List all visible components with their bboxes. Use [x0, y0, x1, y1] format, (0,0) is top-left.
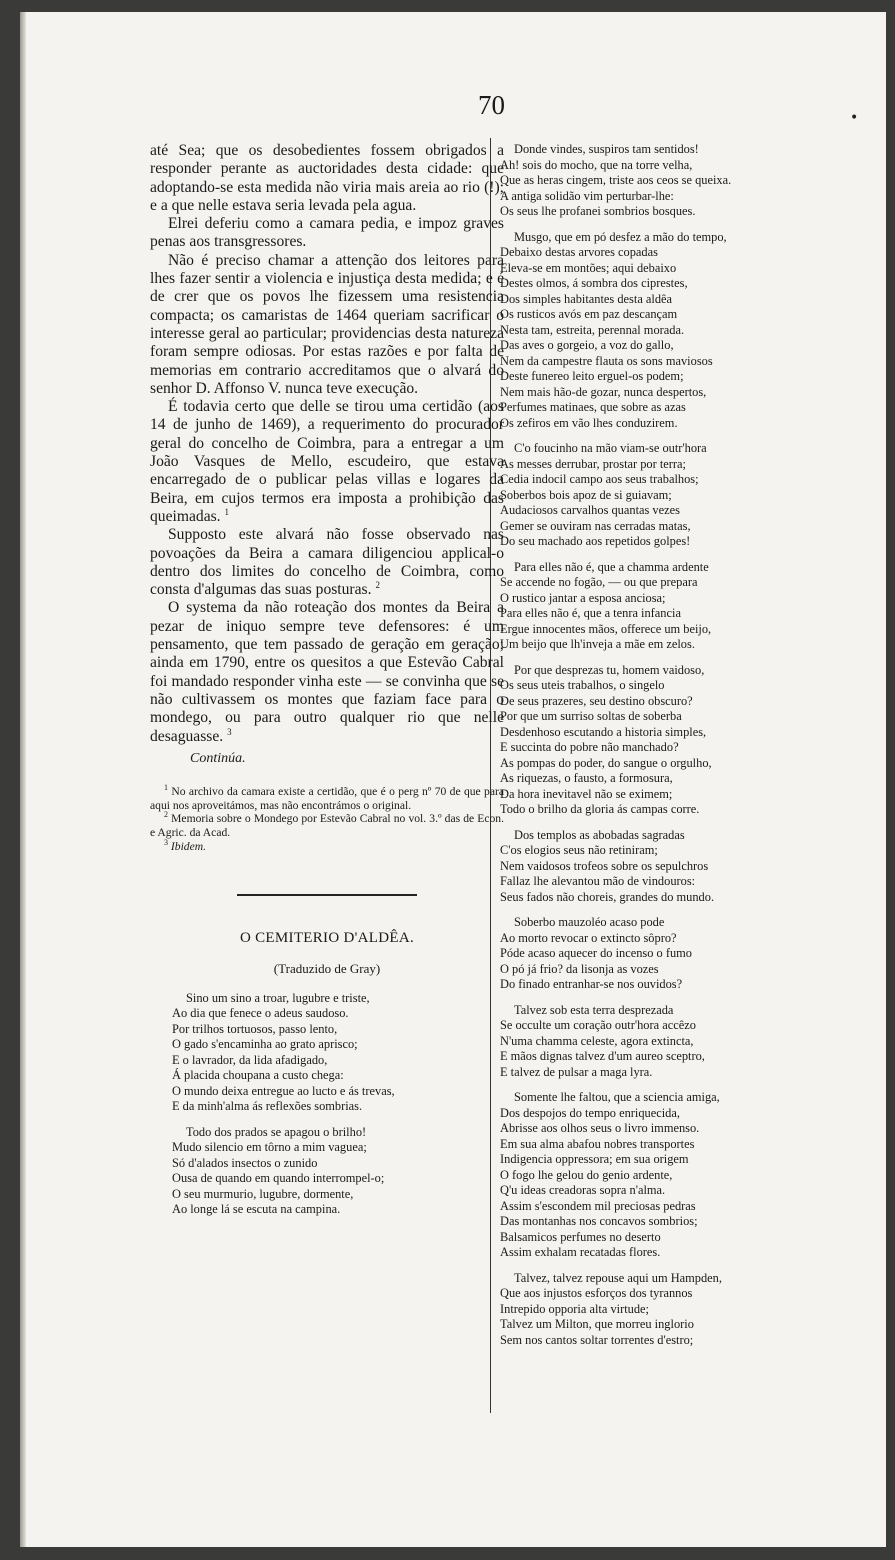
verse-line: Fallaz lhe alevantou mão de vindouros: — [500, 874, 696, 888]
stanza — [500, 560, 790, 653]
verse-line: Seus fados não choreis, grandes do mundo. — [500, 889, 715, 904]
verse-line: Nem mais hão-de gozar, nunca despertos, — [500, 384, 707, 399]
verse-line: Ao morto revocar o extincto sôpro? — [500, 930, 677, 945]
verse-line: Do finado entranhar-se nos ouvidos? — [500, 977, 683, 991]
verse-line: Por que um surriso soltas de soberba — [500, 709, 682, 723]
verse-line: Ergue innocentes mãos, offerece um beijo, — [500, 621, 712, 636]
verse-line: Á placida choupana a custo chega: — [172, 1068, 344, 1083]
verse-line: Sino um sino a troar, lugubre e triste, — [186, 990, 370, 1005]
verse-line: Destes olmos, á sombra dos ciprestes, — [500, 276, 688, 290]
verse-line: Dos simples habitantes desta aldêa — [500, 291, 673, 306]
verse-line: O fogo lhe gelou do genio ardente, — [500, 1167, 673, 1182]
stanza — [500, 1003, 790, 1081]
verse-line: Nesta tam, estreita, perennal morada. — [500, 322, 685, 337]
verse-line: Para elles não é, que a chamma ardente — [514, 559, 709, 574]
verse-line: Musgo, que em pó desfez a mão do tempo, — [514, 229, 727, 244]
verse-line: As messes derrubar, prostar por terra; — [500, 456, 686, 471]
stanza — [500, 441, 790, 550]
footnote: $^3$ Ibidem. — [164, 838, 206, 853]
verse-line: Dos templos as abobadas sagradas — [514, 827, 685, 842]
verse-line: Talvez um Milton, que morreu inglorio — [500, 1317, 694, 1331]
verse-line: Somente lhe faltou, que a sciencia amiga, — [514, 1090, 720, 1104]
verse-line: Nem vaidosos trofeos sobre os sepulchros — [500, 858, 709, 873]
footnote-ref: 1 — [224, 506, 229, 517]
verse-line: Balsamicos perfumes no deserto — [500, 1229, 661, 1244]
verse-line: Póde acaso aquecer do incenso o fumo — [500, 946, 692, 960]
verse-line: Das montanhas nos concavos sombrios; — [500, 1214, 698, 1228]
stanza — [500, 663, 790, 818]
margin-speck: • — [850, 110, 859, 126]
verse-line: E o lavrador, da lida afadigado, — [172, 1052, 328, 1067]
verse-line: Assim s'escondem mil preciosas pedras — [500, 1198, 696, 1213]
paragraph: Elrei deferiu como a camara pedia, e impoz graves penas aos transgressores. — [150, 215, 504, 251]
verse-line: O seu murmurio, lugubre, dormente, — [172, 1186, 354, 1201]
verse-line: Os seus lhe profanei sombrios bosques. — [500, 204, 696, 218]
verse-line: Da hora inevitavel não se eximem; — [500, 786, 673, 801]
verse-line: Que aos injustos esforços dos tyrannos — [500, 1286, 693, 1300]
verse-line: Intrepido opporia alta virtude; — [500, 1301, 649, 1316]
book-page — [20, 12, 886, 1547]
verse-line: Assim exhalam recatadas flores. — [500, 1245, 661, 1259]
verse-line: Todo o brilho da gloria ás campas corre. — [500, 802, 700, 816]
verse-line: As riquezas, o fausto, a formosura, — [500, 771, 673, 785]
verse-line: E succinta do pobre não manchado? — [500, 740, 679, 754]
verse-line: Só d'alados insectos o zunido — [172, 1155, 318, 1170]
paragraph: O systema da não roteação dos montes da Beira a pezar de iniquo sempre teve defensores: é um pensamento, que tem passado de geração em geração; ainda em 1790, entre os quesitos a que Estevão Cabral foi mandado responder vinha este — se convinha que se não cultivassem os montes que faziam face para o mondego, ou para outro qualquer rio que nelle desaguasse. $^3$ — [150, 599, 504, 745]
verse-line: Mudo silencio em tôrno a mim vaguea; — [172, 1140, 367, 1155]
paragraph: Não é preciso chamar a attenção dos leitores para lhes fazer sentir a violencia e injustiça desta medida; e é de crer que os povos lhe fizessem uma resistencia compacta; os camaristas de 1464 queriam sacrificar o interesse geral ao particular; providencias desta natureza foram sempre odiosas. Por estas razões e por falta de memorias em contrario accreditamos que o alvará do senhor D. Affonso V. nunca teve execução. — [150, 251, 504, 397]
verse-line: Ah! sois do mocho, que na torre velha, — [500, 157, 693, 172]
verse-line: C'os elogios seus não retiniram; — [500, 843, 658, 857]
left-column — [150, 142, 504, 1228]
verse-line: Dos despojos do tempo enriquecida, — [500, 1105, 680, 1120]
verse-line: C'o foucinho na mão viam-se outr'hora — [514, 441, 707, 455]
stanza — [500, 828, 790, 906]
poem-verses-right — [500, 142, 790, 1348]
paragraph: até Sea; que os desobedientes fossem obrigados a responder perante as auctoridades desta cidade: que adoptando-se esta medida não viria mais areia ao rio (!); e a que nelle estava seria levada pela agua. — [150, 142, 504, 214]
verse-line: E mãos dignas talvez d'um aureo sceptro, — [500, 1049, 705, 1063]
verse-line: Um beijo que lh'inveja a mãe em zelos. — [500, 637, 695, 651]
verse-line: Desdenhoso escutando a historia simples, — [500, 724, 707, 739]
verse-line: Do seu machado aos repetidos golpes! — [500, 534, 691, 548]
verse-line: Abrisse aos olhos seus o livro immenso. — [500, 1121, 700, 1135]
verse-line: Soberbo mauzoléo acaso pode — [514, 915, 665, 929]
verse-line: N'uma chamma celeste, agora extincta, — [500, 1033, 694, 1048]
verse-line: Em sua alma abafou nobres transportes — [500, 1136, 695, 1151]
verse-line: Por trilhos tortuosos, passo lento, — [172, 1021, 338, 1036]
footnote-ref: 2 — [375, 579, 380, 590]
footnote-ref: 3 — [227, 726, 232, 737]
footnote: $^2$ Memoria sobre o Mondego por Estevão Cabral no vol. 3.º das de Econ. e Agric. da Acad. — [150, 810, 504, 840]
verse-line: As pompas do poder, do sangue o orgulho, — [500, 755, 712, 770]
verse-line: Deste funereo leito erguel-os podem; — [500, 369, 684, 383]
verse-line: De seus prazeres, seu destino obscuro? — [500, 693, 693, 708]
verse-line: Nem da campestre flauta os sons maviosos — [500, 353, 713, 368]
section-rule — [237, 894, 417, 896]
stanza — [500, 142, 790, 220]
poem-title: O CEMITERIO D'ALDÊA. — [239, 929, 415, 946]
verse-line: Debaixo destas arvores copadas — [500, 245, 658, 259]
poem-subtitle: (Traduzido de Gray) — [273, 960, 381, 976]
verse-line: Donde vindes, suspiros tam sentidos! — [514, 142, 699, 156]
article-text — [150, 142, 504, 746]
verse-line: Indigencia oppressora; em sua origem — [500, 1152, 689, 1166]
paragraph: É todavia certo que delle se tirou uma certidão (aos 14 de junho de 1469), a requerimento do procurador geral do concelho de Coimbra, para a entregar a um João Vasques de Mello, escudeiro, que estava encarregado de o publicar pelas villas e logares da Beira, em cujos termos era imposta a prohibição das queimadas. $^1$ — [150, 398, 504, 525]
verse-line: Q'u ideas creadoras sopra n'alma. — [500, 1183, 666, 1197]
verse-line: E da minh'alma ás reflexões sombrias. — [172, 1099, 363, 1114]
verse-line: Eleva-se em montões; aqui debaixo — [500, 260, 677, 275]
verse-line: Que as heras cingem, triste aos ceos se queixa. — [500, 173, 732, 187]
verse-line: A antiga solidão vim perturbar-lhe: — [500, 188, 674, 203]
verse-line: Os rusticos avós em paz descançam — [500, 307, 678, 321]
verse-line: Audaciosos carvalhos quantas vezes — [500, 503, 680, 517]
page-number: 70 — [478, 90, 505, 120]
right-column — [500, 142, 790, 1358]
verse-line: O gado s'encaminha ao grato aprisco; — [172, 1037, 358, 1052]
stanza — [500, 1090, 790, 1261]
verse-line: Cedia indocil campo aos seus trabalhos; — [500, 472, 699, 486]
verse-line: Todo dos prados se apagou o brilho! — [186, 1124, 367, 1139]
page-gutter-shadow — [20, 12, 26, 1547]
verse-line: E talvez de pulsar a maga lyra. — [500, 1064, 653, 1079]
verse-line: Ousa de quando em quando interrompel-o; — [172, 1171, 385, 1186]
verse-line: Perfumes matinaes, que sobre as azas — [500, 400, 686, 414]
verse-line: Se occulte um coração outr'hora accêzo — [500, 1018, 696, 1032]
continua-label: Continúa. — [190, 750, 246, 766]
poem-verses-left — [150, 991, 504, 1218]
verse-line: Ao longe lá se escuta na campina. — [172, 1202, 341, 1217]
footnote: $^1$ No archivo da camara existe a certidão, que é o perg nº 70 de que para aqui nos aproveitámos, mas não encontrámos o original. — [150, 782, 504, 812]
verse-line: Os seus uteis trabalhos, o singelo — [500, 678, 665, 692]
verse-line: Talvez sob esta terra desprezada — [514, 1002, 674, 1017]
verse-line: Para elles não é, que a tenra infancia — [500, 606, 681, 620]
stanza — [172, 1125, 504, 1218]
paragraph: Supposto este alvará não fosse observado nas povoações da Beira a camara diligenciou applical-o dentro dos limites do concelho de Coimbra, como consta d'algumas das suas posturas. $^2$ — [150, 526, 504, 599]
stanza — [500, 1271, 790, 1349]
verse-line: Sem nos cantos soltar torrentes d'estro; — [500, 1332, 694, 1347]
verse-line: O mundo deixa entregue ao lucto e ás trevas, — [172, 1083, 395, 1098]
footnotes — [150, 782, 504, 854]
verse-line: Os zefiros em vão lhes conduzirem. — [500, 415, 678, 430]
stanza — [172, 991, 504, 1115]
stanza — [500, 915, 790, 993]
verse-line: O pó já frio? da lisonja as vozes — [500, 961, 659, 976]
verse-line: Soberbos bois apoz de si guiavam; — [500, 487, 672, 502]
verse-line: Das aves o gorgeio, a voz do gallo, — [500, 338, 674, 352]
verse-line: Ao dia que fenece o adeus saudoso. — [172, 1006, 349, 1021]
verse-line: Se accende no fogão, — ou que prepara — [500, 575, 698, 589]
verse-line: Talvez, talvez repouse aqui um Hampden, — [514, 1270, 722, 1285]
verse-line: Gemer se ouviram nas cerradas matas, — [500, 518, 691, 533]
verse-line: Por que desprezas tu, homem vaidoso, — [514, 662, 705, 677]
verse-line: O rustico jantar a esposa anciosa; — [500, 590, 666, 605]
stanza — [500, 230, 790, 432]
